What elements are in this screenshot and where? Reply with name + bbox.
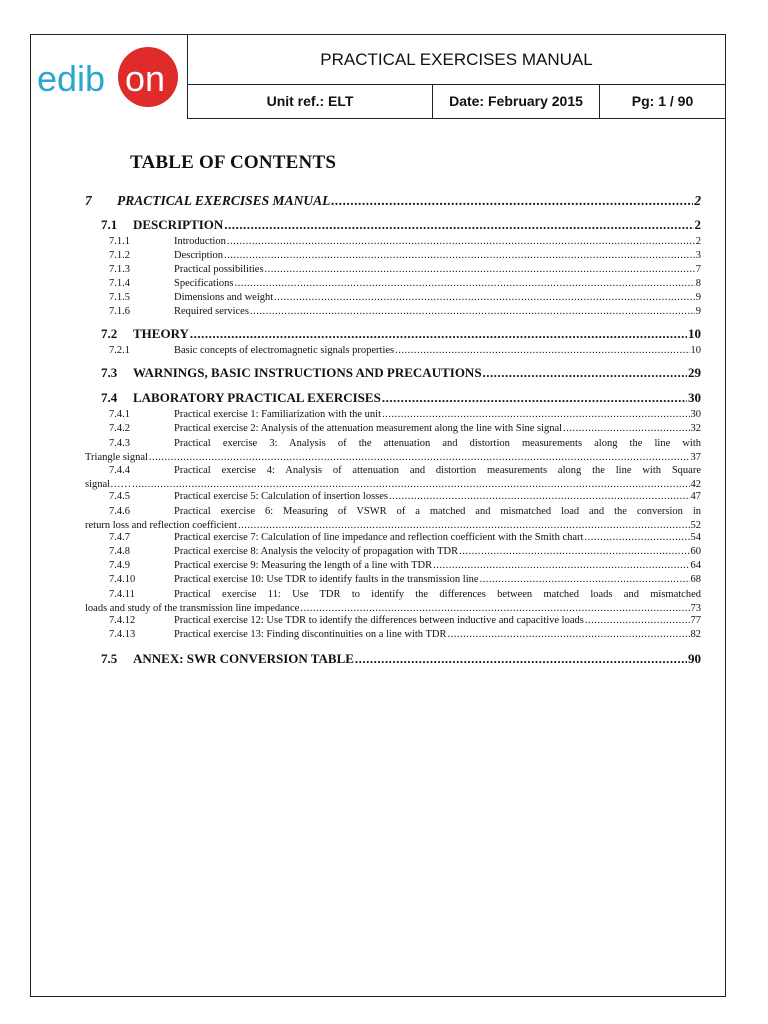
toc-page: 29 <box>688 365 701 380</box>
toc-leader <box>190 326 687 342</box>
toc-text: Dimensions and weight <box>174 292 274 303</box>
toc-entry[interactable] <box>109 278 701 292</box>
toc-page: 77 <box>690 615 701 626</box>
toc-entry[interactable] <box>101 217 701 236</box>
toc-page: 10 <box>688 326 701 341</box>
toc-number: 7.4.12 <box>109 615 136 626</box>
toc-text: Practical exercise 3: Analysis of the attenuation and distortion measurements along the line with <box>174 438 701 449</box>
toc-leader <box>563 423 689 434</box>
toc-leader <box>584 532 689 543</box>
toc-number: 7.1.2 <box>109 250 130 261</box>
toc-leader <box>483 365 687 381</box>
toc-entry[interactable] <box>101 651 701 670</box>
toc-page: 2 <box>694 193 701 208</box>
toc-text: WARNINGS, BASIC INSTRUCTIONS AND PRECAUTIONS <box>133 365 482 380</box>
toc-page: 10 <box>690 345 701 356</box>
toc-number: 7.5 <box>101 651 118 666</box>
toc-text: Practical exercise 11: Use TDR to identify the differences between matched loads and mismatched <box>174 589 701 600</box>
toc-number: 7.4.13 <box>109 629 136 640</box>
toc-page: 60 <box>690 546 701 557</box>
toc-text: Practical exercise 9: Measuring the length of a line with TDR <box>174 560 433 571</box>
toc-number: 7.4.8 <box>109 546 130 557</box>
toc-entry[interactable] <box>109 306 701 320</box>
toc-entry[interactable] <box>109 409 701 423</box>
toc-number: 7.1 <box>101 217 118 232</box>
toc-text: Practical exercise 4: Analysis of attenuation and distortion measurements along the line with Square <box>174 465 701 476</box>
toc-text: Specifications <box>174 278 234 289</box>
toc-text: Practical exercise 1: Familiarization with the unit <box>174 409 382 420</box>
toc-page: 73 <box>690 602 701 614</box>
toc-leader <box>331 193 693 209</box>
toc-number: 7.4.1 <box>109 409 130 420</box>
toc-number: 7.4.9 <box>109 560 130 571</box>
toc-entry[interactable] <box>109 615 701 629</box>
toc-leader <box>149 451 690 465</box>
toc-number: 7.4.5 <box>109 491 130 502</box>
svg-text:on: on <box>125 58 166 99</box>
toc-entry[interactable] <box>109 292 701 306</box>
toc-leader <box>389 491 689 502</box>
toc-entry[interactable] <box>85 437 701 464</box>
toc-leader <box>250 306 695 317</box>
header-info-row <box>187 84 725 119</box>
toc-text: Required services <box>174 306 249 317</box>
svg-text:edib: edib <box>37 58 106 99</box>
toc-text: Basic concepts of electromagnetic signals properties <box>174 345 395 356</box>
toc-entry[interactable] <box>109 532 701 546</box>
toc-number: 7.1.3 <box>109 264 130 275</box>
table-of-contents <box>85 193 701 670</box>
toc-leader <box>132 478 689 492</box>
toc-number: 7.4.6 <box>109 506 130 517</box>
toc-number: 7.4.3 <box>109 438 130 449</box>
toc-number: 7.2.1 <box>109 345 130 356</box>
toc-leader <box>300 602 689 616</box>
document-date: Date: February 2015 <box>433 84 600 118</box>
toc-leader <box>274 292 695 303</box>
toc-entry[interactable] <box>109 264 701 278</box>
toc-text: Practical exercise 13: Finding discontinuities on a line with TDR <box>174 629 447 640</box>
toc-number: 7.4.7 <box>109 532 130 543</box>
toc-number: 7.1.5 <box>109 292 130 303</box>
document-header <box>31 35 725 118</box>
toc-leader <box>447 629 689 640</box>
toc-text: LABORATORY PRACTICAL EXERCISES <box>133 390 381 405</box>
toc-text-continued: loads and study of the transmission line impedance <box>85 602 300 614</box>
toc-leader <box>227 236 695 247</box>
toc-text: Practical exercise 8: Analysis the velocity of propagation with TDR <box>174 546 459 557</box>
toc-entry[interactable] <box>109 250 701 264</box>
toc-leader <box>459 546 689 557</box>
toc-page: 90 <box>688 651 701 666</box>
toc-leader <box>395 345 689 356</box>
toc-leader <box>234 278 694 289</box>
toc-number: 7.4.10 <box>109 574 136 585</box>
toc-number: 7.2 <box>101 326 118 341</box>
toc-entry[interactable] <box>109 491 701 505</box>
toc-entry[interactable] <box>109 423 701 437</box>
toc-leader <box>585 615 690 626</box>
toc-leader <box>238 519 690 533</box>
toc-page: 9 <box>695 306 701 317</box>
toc-number: 7.4.11 <box>109 589 135 600</box>
toc-number: 7 <box>85 193 92 208</box>
edibon-logo-icon <box>31 35 187 118</box>
toc-text-continued: signal…… <box>85 478 132 490</box>
toc-page: 82 <box>690 629 701 640</box>
toc-page: 64 <box>690 560 701 571</box>
toc-text: Practical exercise 12: Use TDR to identify the differences between inductive and capacitive loads <box>174 615 584 626</box>
toc-leader <box>224 217 693 233</box>
manual-title: PRACTICAL EXERCISES MANUAL <box>187 35 725 85</box>
toc-text: Practical exercise 2: Analysis of the attenuation measurement along the line with Sine signal <box>174 423 563 434</box>
toc-entry[interactable] <box>109 560 701 574</box>
toc-number: 7.1.6 <box>109 306 130 317</box>
toc-page: 47 <box>690 491 701 502</box>
toc-page: 30 <box>690 409 701 420</box>
toc-text: Practical possibilities <box>174 264 264 275</box>
toc-entry[interactable] <box>101 365 701 384</box>
toc-text: Description <box>174 250 223 261</box>
edibon-logo <box>31 35 187 118</box>
toc-number: 7.4.2 <box>109 423 130 434</box>
toc-page: 52 <box>690 519 701 531</box>
toc-text: THEORY <box>133 326 189 341</box>
toc-page: 42 <box>690 478 701 490</box>
toc-page: 30 <box>688 390 701 405</box>
toc-entry[interactable] <box>85 588 701 615</box>
toc-leader <box>224 250 695 261</box>
toc-number: 7.1.1 <box>109 236 130 247</box>
toc-page: 7 <box>695 264 701 275</box>
toc-entry[interactable] <box>109 345 701 359</box>
toc-leader <box>480 574 690 585</box>
toc-leader <box>433 560 689 571</box>
toc-leader <box>382 409 689 420</box>
toc-number: 7.4.4 <box>109 465 130 476</box>
toc-title: TABLE OF CONTENTS <box>130 152 337 173</box>
toc-text: Practical exercise 7: Calculation of line impedance and reflection coefficient with the Smith chart <box>174 532 584 543</box>
toc-number: 7.1.4 <box>109 278 130 289</box>
toc-page: 37 <box>690 451 701 463</box>
toc-page: 68 <box>690 574 701 585</box>
toc-leader <box>355 651 687 667</box>
toc-entry[interactable] <box>109 546 701 560</box>
toc-page: 8 <box>695 278 701 289</box>
toc-text: Practical exercise 10: Use TDR to identify faults in the transmission line <box>174 574 479 585</box>
toc-number: 7.4 <box>101 390 118 405</box>
toc-leader <box>382 390 687 406</box>
toc-text: PRACTICAL EXERCISES MANUAL <box>117 193 331 208</box>
toc-page: 9 <box>695 292 701 303</box>
toc-page: 54 <box>690 532 701 543</box>
toc-entry[interactable] <box>101 390 701 409</box>
toc-entry[interactable] <box>85 464 701 491</box>
toc-page: 2 <box>694 217 701 232</box>
toc-entry[interactable] <box>109 236 701 250</box>
unit-ref: Unit ref.: ELT <box>188 84 433 118</box>
toc-page: 3 <box>695 250 701 261</box>
toc-page: 32 <box>690 423 701 434</box>
page-frame <box>30 34 726 997</box>
toc-entry[interactable] <box>85 193 701 217</box>
toc-leader <box>265 264 695 275</box>
toc-text: Practical exercise 6: Measuring of VSWR of a matched and mismatched load and the conversion in <box>174 506 701 517</box>
toc-entry[interactable] <box>109 574 701 588</box>
toc-text: ANNEX: SWR CONVERSION TABLE <box>133 651 354 666</box>
toc-text-continued: Triangle signal <box>85 451 148 463</box>
toc-entry[interactable] <box>101 326 701 345</box>
page-number: Pg: 1 / 90 <box>631 93 694 109</box>
toc-entry[interactable] <box>109 629 701 643</box>
toc-text: DESCRIPTION <box>133 217 224 232</box>
toc-page: 2 <box>695 236 701 247</box>
toc-number: 7.3 <box>101 365 118 380</box>
toc-text: Practical exercise 5: Calculation of insertion losses <box>174 491 389 502</box>
toc-text-continued: return loss and reflection coefficient <box>85 519 237 531</box>
toc-text: Introduction <box>174 236 226 247</box>
toc-entry[interactable] <box>85 505 701 532</box>
